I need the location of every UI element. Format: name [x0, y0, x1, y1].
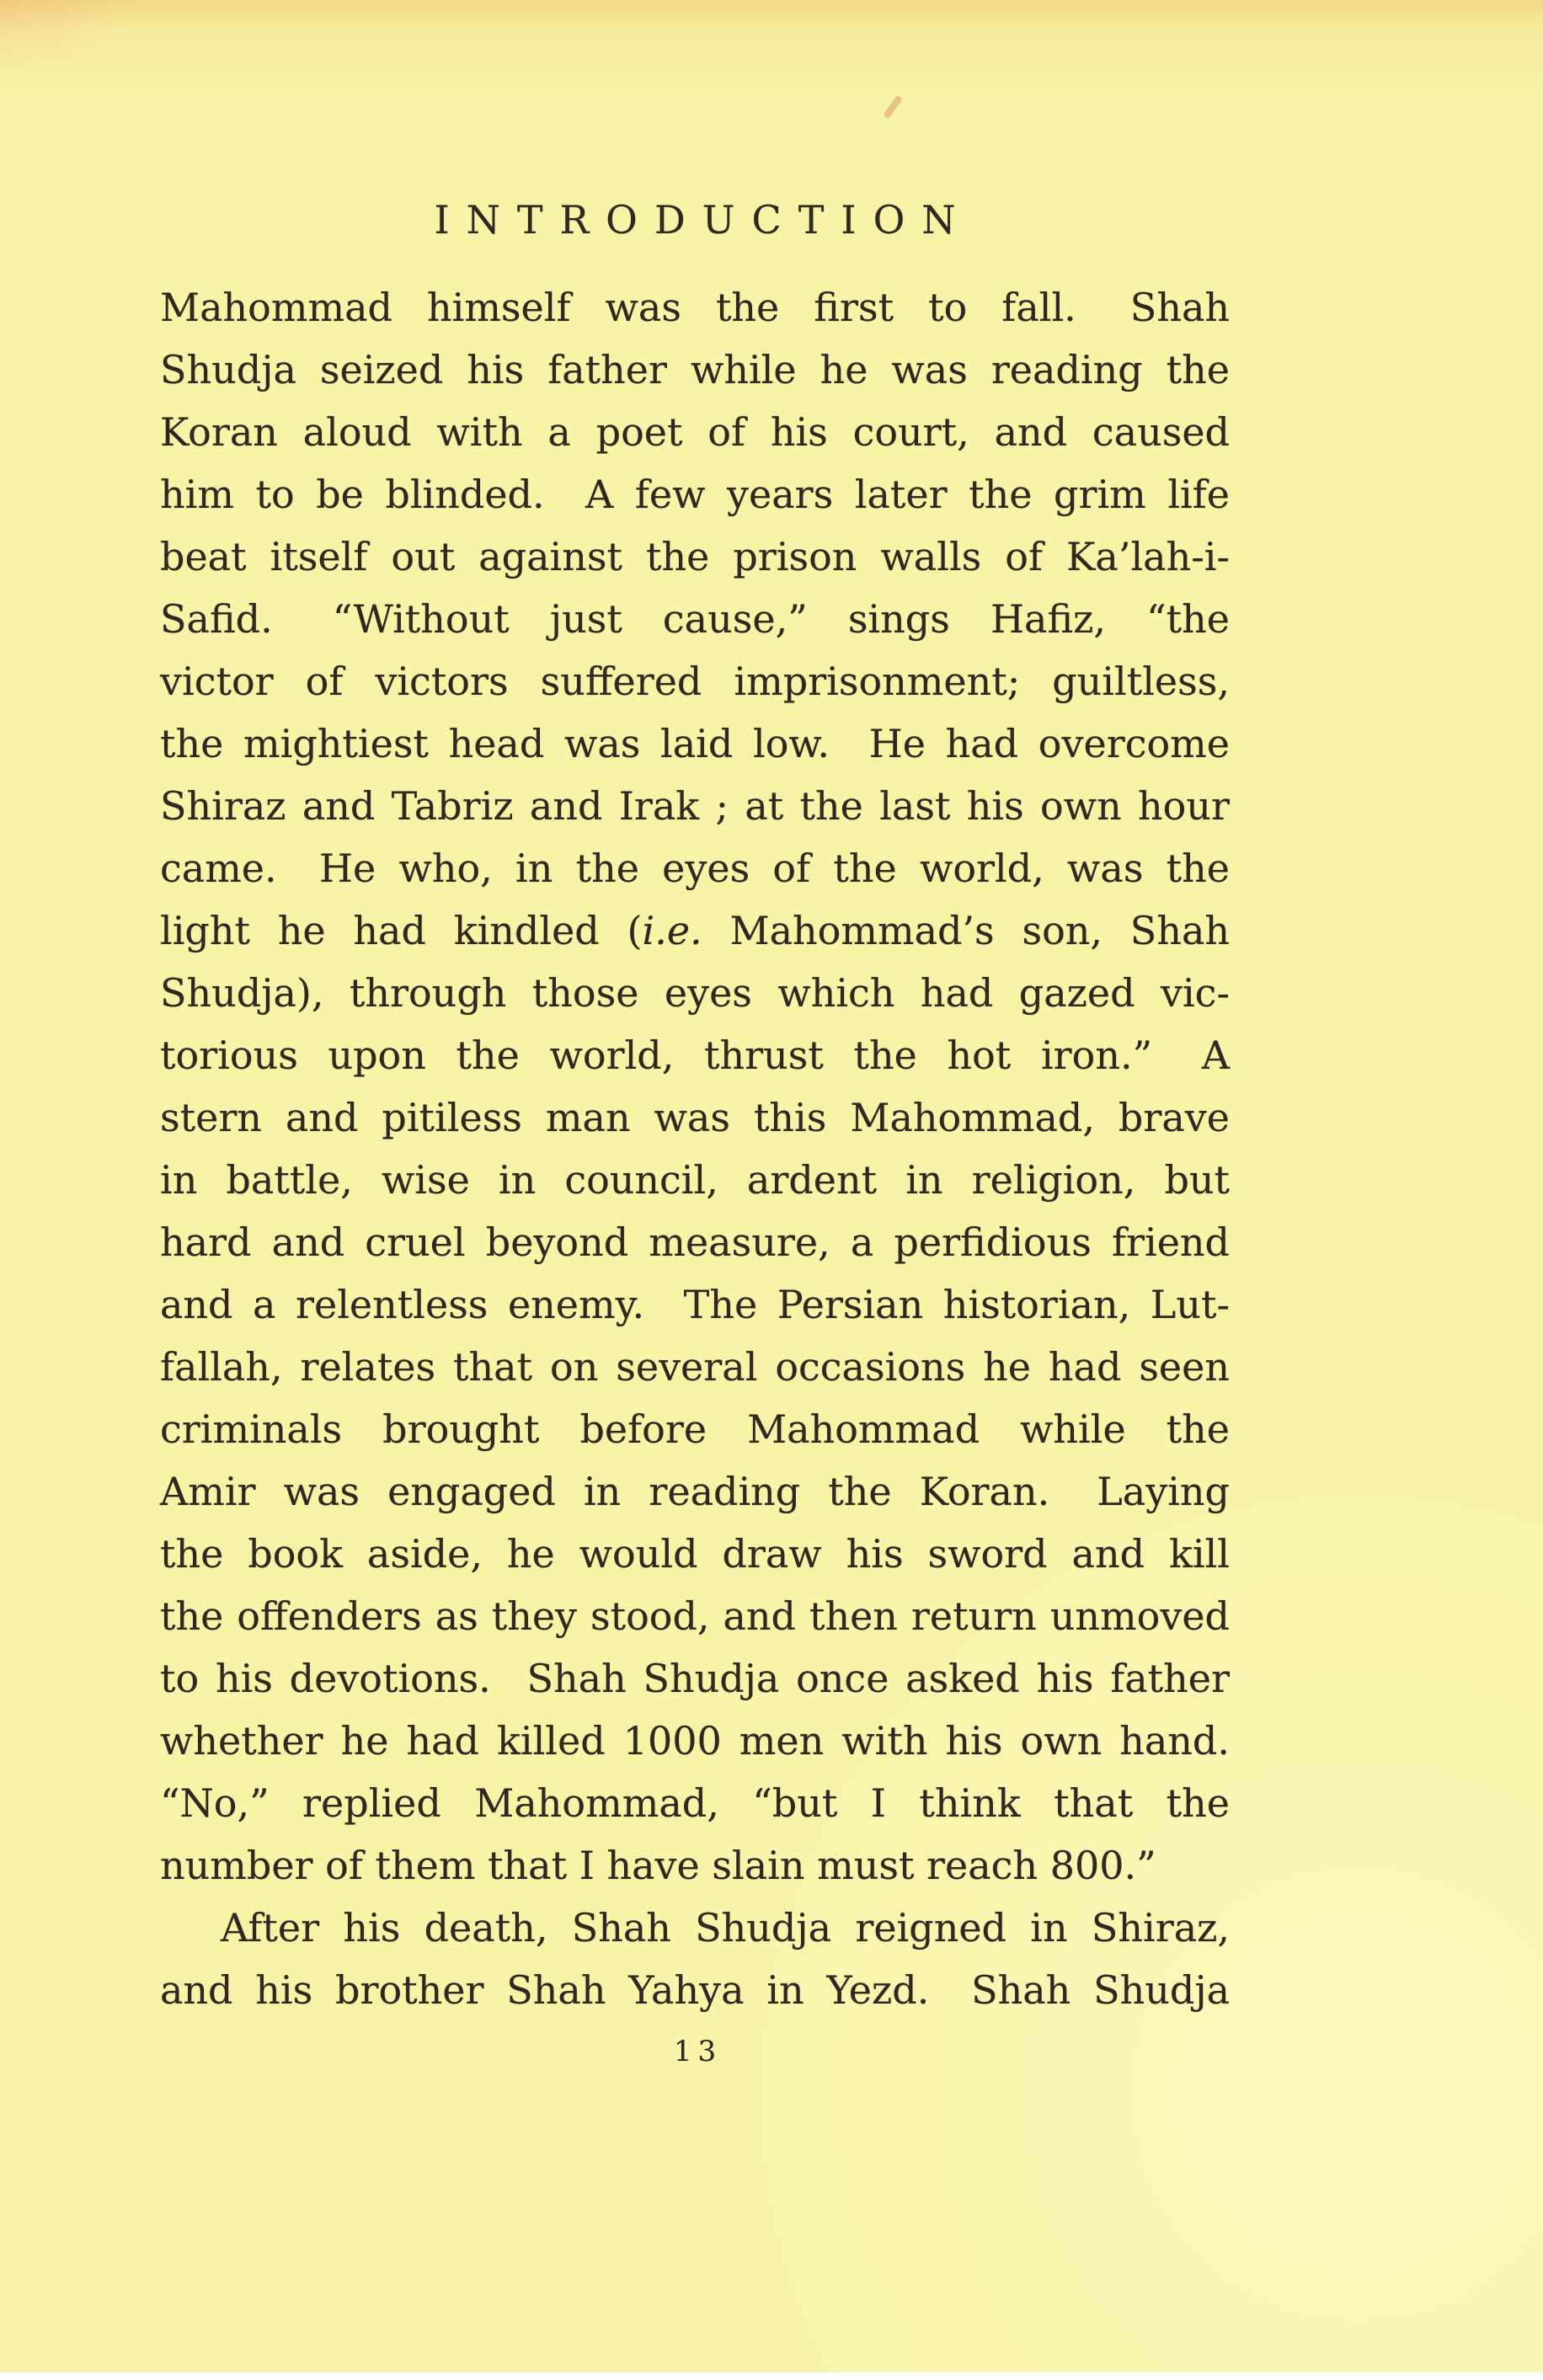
text-segment: and a relentless enemy. The Persian historian, Lut- [160, 1282, 1230, 1327]
text-segment: beat itself out against the prison walls of Ka’lah-i- [160, 534, 1230, 579]
text-segment: victor of victors suffered imprisonment; guiltless, [160, 659, 1230, 704]
text-line [160, 962, 1230, 1024]
text-line [160, 712, 1230, 775]
text-line [160, 1710, 1230, 1772]
text-segment: the offenders as they stood, and then return unmoved [160, 1593, 1230, 1639]
text-line [160, 1585, 1230, 1647]
text-line [160, 1398, 1230, 1460]
text-segment: in battle, wise in council, ardent in religion, but [160, 1157, 1230, 1203]
text-segment: hard and cruel beyond measure, a perfidious friend [160, 1219, 1230, 1265]
text-line [160, 1959, 1230, 2021]
text-segment: to his devotions. Shah Shudja once asked his father [160, 1656, 1230, 1701]
text-line [160, 775, 1230, 837]
text-line [160, 650, 1230, 712]
scan-bottom-edge [0, 2372, 1543, 2380]
text-line [160, 276, 1230, 339]
text-segment: torious upon the world, thrust the hot iron.” A [160, 1033, 1230, 1078]
text-segment: number of them that I have slain must reach 800.” [160, 1843, 1156, 1888]
text-line [160, 1772, 1230, 1834]
text-segment: light he had kindled ( [160, 908, 643, 953]
text-line [160, 1149, 1230, 1211]
text-segment: Shudja seized his father while he was reading the [160, 347, 1230, 392]
text-line [160, 899, 1230, 962]
text-line [160, 339, 1230, 401]
text-line [160, 1024, 1230, 1086]
text-line [160, 1460, 1230, 1523]
page-title: INTRODUCTION [434, 197, 973, 243]
text-line [160, 526, 1230, 588]
text-segment: Shudja), through those eyes which had gazed vic- [160, 970, 1230, 1016]
text-segment: stern and pitiless man was this Mahommad, brave [160, 1095, 1230, 1140]
text-line [160, 588, 1230, 650]
text-segment: whether he had killed 1000 men with his own hand. [160, 1718, 1230, 1764]
text-segment: criminals brought before Mahommad while the [160, 1406, 1230, 1452]
text-segment: came. He who, in the eyes of the world, was the [160, 846, 1230, 891]
text-line [160, 1336, 1230, 1398]
text-segment: Mahommad himself was the first to fall. Shah [160, 285, 1230, 330]
text-segment: “No,” replied Mahommad, “but I think that the [160, 1780, 1230, 1826]
text-segment: After his death, Shah Shudja reigned in Shiraz, [221, 1905, 1230, 1950]
text-line [160, 1897, 1230, 1959]
text-segment: him to be blinded. A few years later the grim life [160, 472, 1230, 517]
text-segment: Safid. “Without just cause,” sings Hafiz, “the [160, 596, 1230, 642]
text-line [160, 401, 1230, 463]
page-body [160, 276, 1230, 2021]
text-line [160, 837, 1230, 899]
text-segment: and his brother Shah Yahya in Yezd. Shah Shudja [160, 1967, 1230, 2013]
page-number: 13 [673, 2035, 723, 2068]
text-segment: Amir was engaged in reading the Koran. Laying [160, 1469, 1230, 1514]
text-segment: the book aside, he would draw his sword and kill [160, 1531, 1230, 1577]
text-line [160, 1523, 1230, 1585]
text-segment: Mahommad’s son, Shah [702, 908, 1230, 953]
italic-text: i.e. [642, 908, 702, 953]
text-line [160, 1086, 1230, 1149]
red-pen-mark [883, 95, 903, 120]
text-line [160, 463, 1230, 526]
text-line [160, 1273, 1230, 1336]
text-segment: fallah, relates that on several occasions he had seen [160, 1344, 1230, 1390]
scan-top-edge-tint [0, 0, 1543, 109]
text-line [160, 1211, 1230, 1273]
text-line [160, 1647, 1230, 1710]
text-segment: Koran aloud with a poet of his court, and caused [160, 409, 1230, 455]
text-segment: the mightiest head was laid low. He had overcome [160, 721, 1230, 766]
text-segment: Shiraz and Tabriz and Irak ; at the last his own hour [160, 783, 1230, 829]
text-line [160, 1834, 1230, 1897]
